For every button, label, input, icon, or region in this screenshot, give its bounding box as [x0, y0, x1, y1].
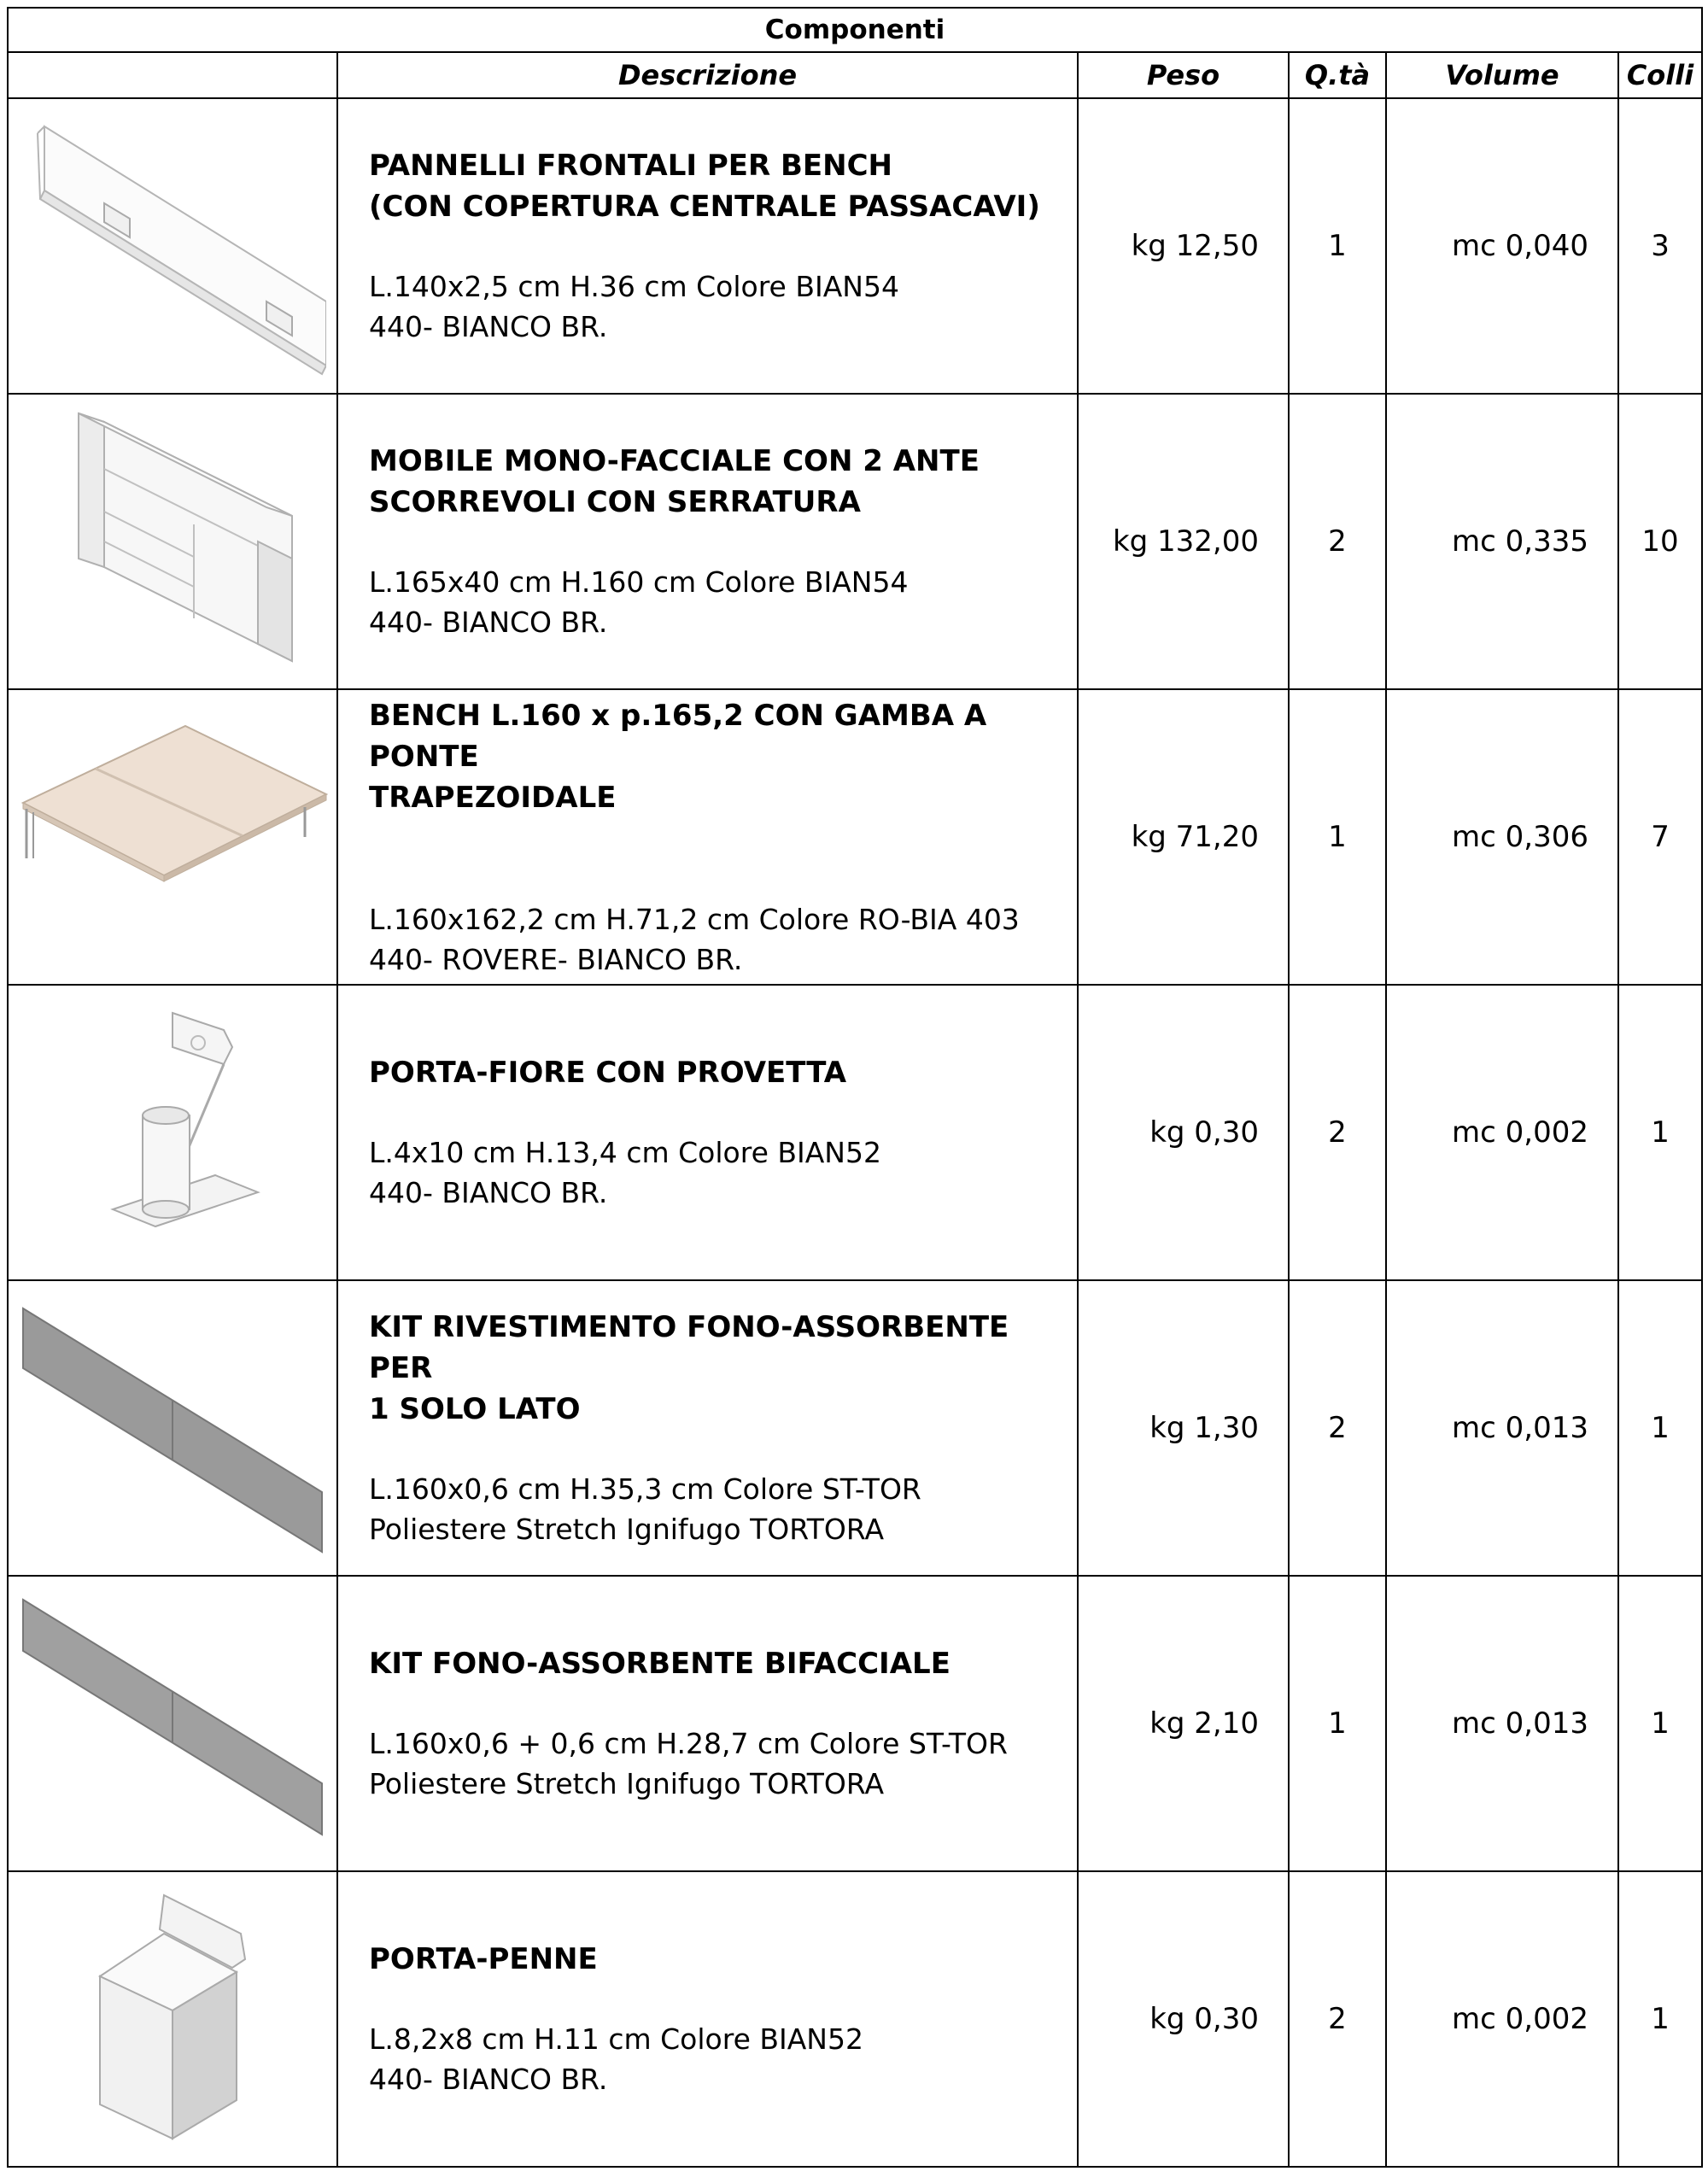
product-name: PORTA-PENNE [369, 1942, 598, 1976]
colli-value: 7 [1618, 689, 1702, 985]
colli-value: 1 [1618, 1576, 1702, 1871]
volume-value: mc 0,013 [1386, 1280, 1618, 1576]
volume-value: mc 0,335 [1386, 394, 1618, 689]
cabinet-icon [44, 405, 301, 678]
row-description [337, 98, 1078, 394]
colli-value: 10 [1618, 394, 1702, 689]
row-description [337, 1576, 1078, 1871]
product-spec: L.165x40 cm H.160 cm Colore BIAN54 440- BIANCO BR. [369, 565, 909, 639]
row-description [337, 689, 1078, 985]
table-row [8, 1576, 1702, 1871]
table-row [8, 394, 1702, 689]
peso-value: kg 71,20 [1078, 689, 1289, 985]
colli-value: 1 [1618, 1280, 1702, 1576]
row-description [337, 1280, 1078, 1576]
volume-value: mc 0,040 [1386, 98, 1618, 394]
row-image-cell [8, 985, 337, 1280]
header-qta: Q.tà [1289, 52, 1386, 98]
header-colli: Colli [1618, 52, 1702, 98]
peso-value: kg 2,10 [1078, 1576, 1289, 1871]
product-spec: L.140x2,5 cm H.36 cm Colore BIAN54 440- BIANCO BR. [369, 270, 899, 343]
product-name: KIT RIVESTIMENTO FONO-ASSORBENTE PER 1 SOLO LATO [369, 1310, 1009, 1426]
peso-value: kg 12,50 [1078, 98, 1289, 394]
volume-value: mc 0,002 [1386, 985, 1618, 1280]
peso-value: kg 132,00 [1078, 394, 1289, 689]
peso-value: kg 0,30 [1078, 985, 1289, 1280]
row-image-cell [8, 689, 337, 985]
components-table [7, 7, 1703, 2168]
row-description [337, 394, 1078, 689]
table-row [8, 1871, 1702, 2167]
colli-value: 1 [1618, 985, 1702, 1280]
product-name: MOBILE MONO-FACCIALE CON 2 ANTE SCORREVOLI CON SERRATURA [369, 444, 980, 519]
peso-value: kg 0,30 [1078, 1871, 1289, 2167]
header-peso: Peso [1078, 52, 1289, 98]
pen-holder-icon [61, 1882, 284, 2156]
table-row [8, 1280, 1702, 1576]
product-spec: L.160x162,2 cm H.71,2 cm Colore RO-BIA 403 440- ROVERE- BIANCO BR. [369, 902, 1020, 976]
header-volume: Volume [1386, 52, 1618, 98]
qta-value: 2 [1289, 1280, 1386, 1576]
volume-value: mc 0,306 [1386, 689, 1618, 985]
product-name: PORTA-FIORE CON PROVETTA [369, 1056, 847, 1090]
acoustic-panel-icon [15, 1291, 330, 1565]
product-name: PANNELLI FRONTALI PER BENCH (CON COPERTURA CENTRALE PASSACAVI) [369, 149, 1040, 224]
table-row [8, 985, 1702, 1280]
row-image-cell [8, 1280, 337, 1576]
product-name: BENCH L.160 x p.165,2 CON GAMBA A PONTE TRAPEZOIDALE [369, 698, 987, 815]
table-title: Componenti [8, 8, 1702, 52]
table-row [8, 98, 1702, 394]
flower-holder-icon [61, 996, 284, 1269]
row-image-cell [8, 98, 337, 394]
product-spec: L.8,2x8 cm H.11 cm Colore BIAN52 440- BIANCO BR. [369, 2022, 863, 2096]
row-image-cell [8, 1576, 337, 1871]
row-image-cell [8, 394, 337, 689]
acoustic-panel-double-icon [15, 1587, 330, 1860]
product-spec: L.4x10 cm H.13,4 cm Colore BIAN52 440- BIANCO BR. [369, 1136, 881, 1209]
table-row [8, 689, 1702, 985]
volume-value: mc 0,013 [1386, 1576, 1618, 1871]
peso-value: kg 1,30 [1078, 1280, 1289, 1576]
bench-desk-icon [15, 700, 330, 974]
product-name: KIT FONO-ASSORBENTE BIFACCIALE [369, 1647, 951, 1681]
qta-value: 2 [1289, 394, 1386, 689]
front-panel-icon [19, 109, 326, 383]
qta-value: 1 [1289, 1576, 1386, 1871]
qta-value: 1 [1289, 689, 1386, 985]
qta-value: 1 [1289, 98, 1386, 394]
product-spec: L.160x0,6 + 0,6 cm H.28,7 cm Colore ST-TOR Poliestere Stretch Ignifugo TORTORA [369, 1727, 1008, 1800]
qta-value: 2 [1289, 1871, 1386, 2167]
qta-value: 2 [1289, 985, 1386, 1280]
colli-value: 1 [1618, 1871, 1702, 2167]
volume-value: mc 0,002 [1386, 1871, 1618, 2167]
header-descrizione: Descrizione [337, 52, 1078, 98]
row-description [337, 985, 1078, 1280]
row-description [337, 1871, 1078, 2167]
colli-value: 3 [1618, 98, 1702, 394]
header-image [8, 52, 337, 98]
product-spec: L.160x0,6 cm H.35,3 cm Colore ST-TOR Poliestere Stretch Ignifugo TORTORA [369, 1472, 921, 1546]
row-image-cell [8, 1871, 337, 2167]
